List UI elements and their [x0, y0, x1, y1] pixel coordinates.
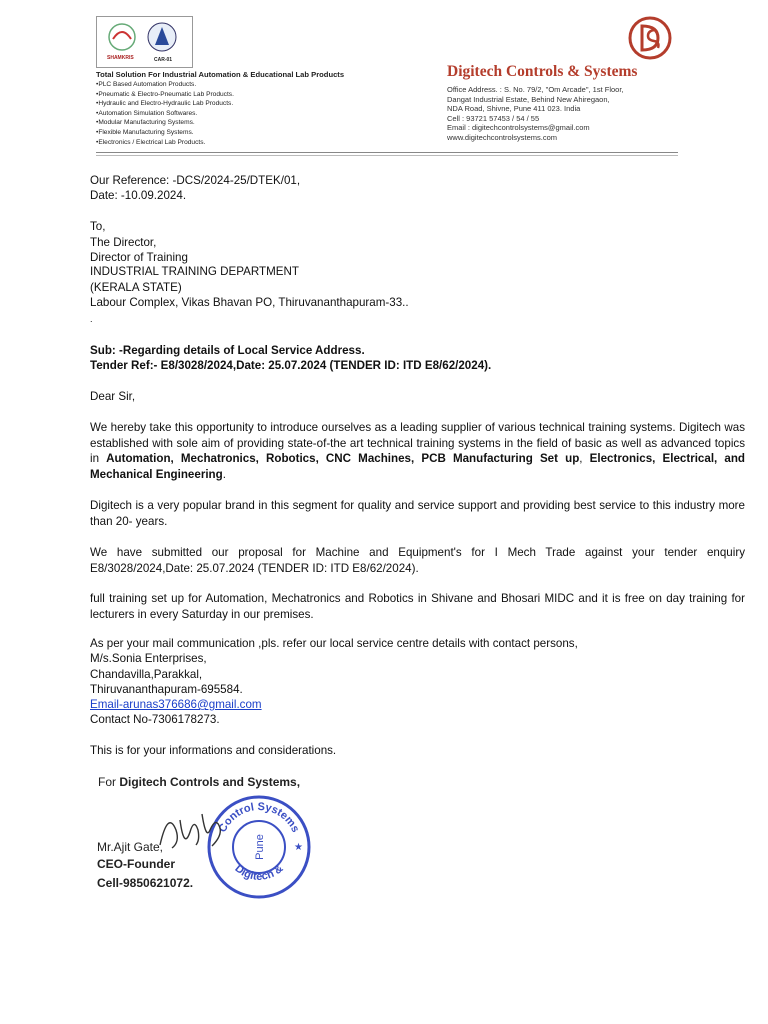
address-line: www.digitechcontrolsystems.com	[447, 132, 558, 142]
company-address	[447, 85, 624, 143]
service-contact: Contact No-7306178273.	[90, 713, 220, 726]
left-logo	[96, 16, 193, 68]
service-email-link[interactable]: Email-arunas376686@gmail.com	[90, 698, 262, 711]
reference: Our Reference: -DCS/2024-25/DTEK/01,	[90, 174, 301, 187]
header-divider	[96, 152, 678, 153]
recipient-line: (KERALA STATE)	[90, 281, 182, 294]
intro-separator: ,	[579, 452, 590, 465]
left-logo-text-1: SHAMKRIS	[107, 55, 134, 61]
brand-paragraph: Digitech is a very popular brand in this segment for quality and service support and providing best service to this industry more than 20- years.	[90, 499, 745, 528]
closing-line: This is for your informations and considerations.	[90, 744, 337, 757]
stamp-center: Pune	[254, 834, 266, 860]
recipient-line: .	[90, 314, 93, 324]
signatory-cell: Cell-9850621072.	[97, 876, 194, 890]
address-line: Office Address. : S. No. 79/2, "Om Arcade", 1st Floor,	[447, 85, 624, 94]
left-logo-text-2: CAR-01	[154, 57, 173, 63]
product-item: • Pneumatic & Electro-Pneumatic Lab Products.	[96, 90, 234, 100]
handwritten-signature	[150, 800, 240, 860]
stamp-text-top: Control Systems	[216, 800, 302, 835]
address-line: Email : digitechcontrolsystems@gmail.com	[447, 123, 590, 133]
salutation: Dear Sir,	[90, 390, 136, 403]
product-item: • PLC Based Automation Products.	[96, 80, 234, 90]
recipient-line: Labour Complex, Vikas Bhavan PO, Thiruvananthapuram-33..	[90, 296, 409, 309]
product-item: • Modular Manufacturing Systems.	[96, 118, 234, 128]
service-centre-line: Chandavilla,Parakkal,	[90, 668, 203, 681]
service-centre-line: Thiruvananthapuram-695584.	[90, 683, 243, 696]
product-item: • Flexible Manufacturing Systems.	[96, 128, 234, 138]
product-list	[96, 80, 234, 147]
intro-end: .	[222, 467, 226, 481]
tender-reference: Tender Ref:- E8/3028/2024,Date: 25.07.2024 (TENDER ID: ITD E8/62/2024).	[90, 359, 492, 372]
service-centre-line: M/s.Sonia Enterprises,	[90, 652, 207, 665]
to-label: To,	[90, 220, 106, 233]
product-item: • Automation Simulation Softwares.	[96, 109, 234, 119]
signature-company: Digitech Controls and Systems,	[119, 775, 301, 789]
company-logo	[628, 16, 672, 60]
intro-paragraph	[90, 420, 745, 482]
signature-for-prefix: For	[98, 775, 120, 789]
signature-for	[98, 775, 300, 789]
intro-bold-topics: Automation, Mechatronics, Robotics, CNC Machines, PCB Manufacturing Set up	[106, 452, 580, 465]
proposal-paragraph: We have submitted our proposal for Machine and Equipment's for I Mech Trade against your tender enquiry E8/3028/2024,Date: 25.07.2024 (TENDER ID: ITD E8/62/2024).	[90, 546, 745, 575]
svg-text:★: ★	[294, 842, 303, 853]
address-line: NDA Road, Shivne, Pune 411 023. India	[447, 104, 581, 114]
stamp-text-bottom: Digitech &	[232, 862, 286, 883]
service-paragraph: As per your mail communication ,pls. refer our local service centre details with contact persons,	[90, 637, 578, 650]
intro-bold-engineering: Electronics, Electrical, and Mechanical Engineering	[90, 452, 746, 481]
company-name: Digitech Controls & Systems	[447, 63, 638, 80]
recipient-line: The Director,	[90, 236, 157, 249]
recipient-line: Director of Training	[90, 251, 188, 264]
signatory-title: CEO-Founder	[97, 857, 175, 871]
address-line: Cell : 93721 57453 / 54 / 55	[447, 113, 540, 123]
letter-date: Date: -10.09.2024.	[90, 189, 187, 202]
letterhead-tagline: Total Solution For Industrial Automation & Educational Lab Products	[96, 70, 345, 79]
intro-text: We hereby take this opportunity to introduce ourselves as a leading supplier of various technical training systems. Digitech was established with sole aim of providing state-of-the art technical training systems in the field of basic as well as advanced topics in	[90, 421, 745, 465]
product-item: • Electronics / Electrical Lab Products.	[96, 138, 234, 148]
header-divider	[96, 155, 678, 156]
recipient-line: INDUSTRIAL TRAINING DEPARTMENT	[90, 265, 299, 278]
signatory-name: Mr.Ajit Gate,	[97, 840, 164, 854]
subject: Sub: -Regarding details of Local Service Address.	[90, 344, 365, 357]
svg-text:Digitech &	[232, 863, 285, 883]
address-line: Dangat Industrial Estate, Behind New Ahiregaon,	[447, 94, 610, 104]
product-item: • Hydraulic and Electro-Hydraulic Lab Products.	[96, 99, 234, 109]
training-paragraph: full training set up for Automation, Mechatronics and Robotics in Shivane and Bhosari MIDC and it is free on day training for lecturers in every Saturday in our premises.	[90, 592, 745, 621]
